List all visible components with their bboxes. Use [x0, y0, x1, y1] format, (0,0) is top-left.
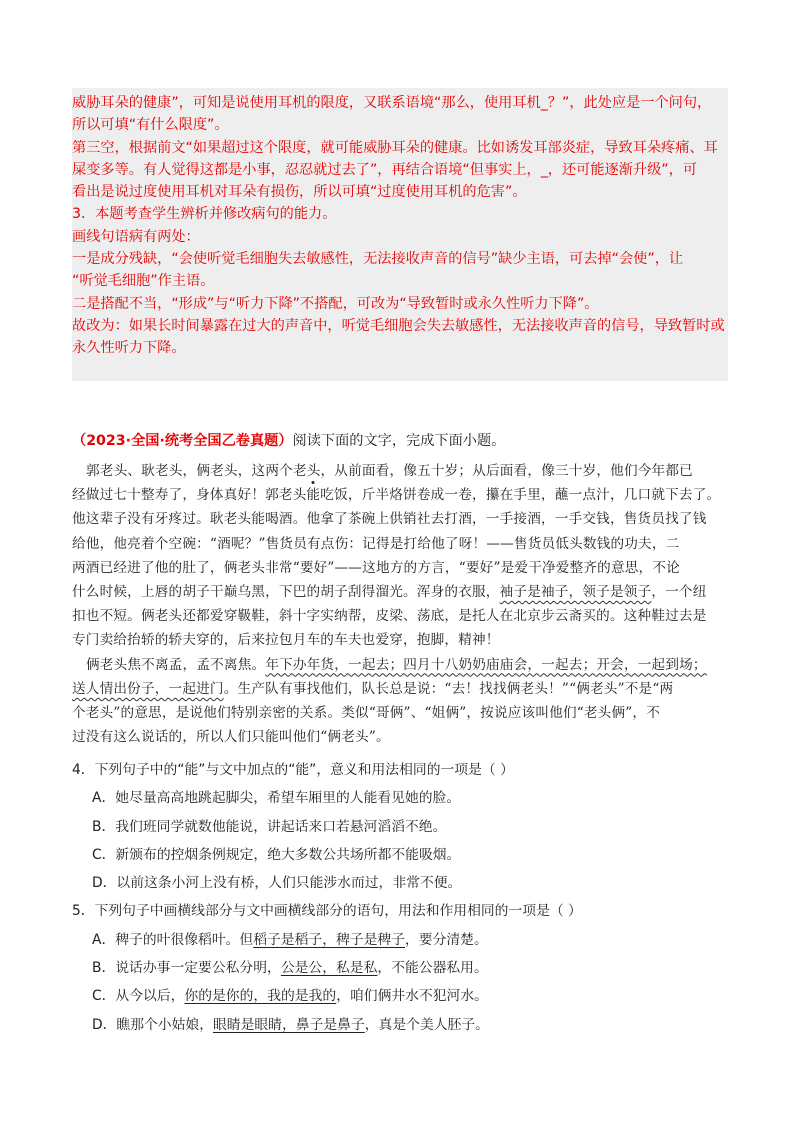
q4-stem: 4．下列句子中的“能”与文中加点的“能”，意义和用法相同的一项是（ ）	[72, 762, 514, 778]
passage-line: 给他，他亮着个空碗：“酒呢？”售货员有点伤：记得是打给他了呀！——售货员低头数钱的功夫，二	[72, 535, 680, 552]
q5-stem: 5．下列句子中画横线部分与文中画横线部分的语句，用法和作用相同的一项是（ ）	[72, 903, 582, 920]
passage-line	[72, 653, 732, 677]
answer-explanation-box	[72, 88, 728, 381]
answer-line: 二是搭配不当，“形成”与“听力下降”不搭配，可改为“导致暂时或永久性听力下降”。	[72, 295, 599, 312]
passage-text: 经做过七十整寿了，身体真好！郭老头	[72, 487, 307, 504]
passage-line: 他这辈子没有牙疼过。耿老头能喝酒。他拿了茶碗上供销社去打酒，一手接酒，一手交钱，售货员找了钱	[72, 511, 707, 528]
option-text: C．从今以后，	[92, 988, 185, 1005]
answer-line: 画线句语病有两处：	[72, 228, 200, 245]
dotted-character: 能	[307, 483, 321, 507]
answer-line: 永久性听力下降。	[72, 340, 186, 357]
passage-text: 。生产队有事找他们，队长总是说：“去！找找俩老头！”“俩老头”不是“两	[223, 680, 674, 697]
passage-text: 吃饭，斤半烙饼卷成一卷，攥在手里，蘸一点汁，几口就下去了。	[320, 487, 721, 504]
underlined-text: 你的是你的，我的是我的	[184, 988, 337, 1005]
q4-option-b: B．我们班同学就数他能说，讲起话来口若悬河滔滔不绝。	[92, 818, 447, 835]
option-text: D．瞧那个小姑娘，	[92, 1016, 213, 1033]
underlined-text: 稻子是稻子，稗子是稗子	[253, 931, 405, 948]
passage-line: 专门卖给抬轿的轿夫穿的，后来拉包月车的车夫也爱穿，抱脚，精神！	[72, 632, 500, 649]
q4-option-d: D．以前这条小河上没有桥，人们只能涉水而过，非常不便。	[92, 875, 462, 892]
option-text: B．说话办事一定要公私分明，	[92, 960, 281, 977]
option-text: ，咱们俩井水不犯河水。	[336, 988, 488, 1005]
answer-line: 3．本题考查学生辨析并修改病句的能力。	[72, 206, 337, 223]
passage-line: 两酒已经进了他的肚了，俩老头非常“要好”——这地方的方言，“要好”是爱干净爱整齐的意思，不论	[72, 559, 680, 576]
underlined-text: 公是公，私是私	[280, 960, 378, 977]
q5-option-d	[72, 1011, 732, 1039]
passage-text: ，一个纽	[651, 584, 707, 601]
answer-line: 故改为：如果长时间暴露在过大的声音中，听觉毛细胞会失去敏感性，无法接收声音的信号，导致暂时或	[72, 317, 725, 334]
sub-questions	[72, 756, 732, 1039]
answer-line: 威胁耳朵的健康”，可知是说使用耳机的限度，又联系语境“那么，使用耳机_？”，此处应是一个问句，	[72, 95, 712, 111]
underlined-text: 眼睛是眼睛，鼻子是鼻子	[213, 1016, 365, 1033]
option-text: A．稗子的叶很像稻叶。但	[92, 931, 254, 948]
passage-line: 个老头”的意思，是说他们特别亲密的关系。类似“哥俩”、“姐俩”，按说应该叫他们“老头俩”，不	[72, 705, 660, 722]
passage-line: 扣也不短。俩老头还都爱穿靸鞋，斜十字实纳帮，皮梁、荡底，是托人在北京步云斋买的。这种鞋过去是	[72, 608, 707, 625]
passage-text: 什么时候，上唇的胡子干巅乌黑，下巴的胡子刮得溜光。浑身的衣服，	[72, 584, 500, 601]
option-text: ，不能公器私用。	[377, 960, 488, 977]
reading-question-block	[72, 429, 732, 749]
wavy-underlined-text: 年下办年货，一起去；四月十八奶奶庙庙会，一起去；开会，一起到场；	[265, 656, 707, 673]
question-source: （2023·全国·统考全国乙卷真题）	[72, 433, 293, 449]
passage-line	[72, 580, 732, 604]
wavy-underlined-text: 袖子是袖子，领子是领子	[499, 584, 652, 601]
passage-text: 俩老头焦不离孟，孟不离焦。	[86, 656, 266, 673]
passage-line	[72, 677, 732, 701]
q5-option-c	[72, 982, 732, 1010]
q4-option-a: A．她尽量高高地跳起脚尖，希望车厢里的人能看见她的脸。	[92, 790, 461, 807]
passage-line	[72, 483, 732, 507]
q5-option-a	[72, 926, 732, 954]
answer-line: “听觉毛细胞”作主语。	[72, 273, 215, 290]
answer-line: 看出是说过度使用耳机对耳朵有损伤，所以可填“过度使用耳机的危害”。	[72, 184, 527, 201]
answer-line: 所以可填“有什么限度”。	[72, 117, 229, 134]
passage-line: 郭老头、耿老头，俩老头，这两个老头，从前面看，像五十岁；从后面看，像三十岁，他们今年都已	[86, 463, 693, 479]
option-text: ，要分清楚。	[404, 931, 488, 948]
answer-line: 屎变多等。有人觉得这都是小事，忍忍就过去了”，再结合语境“但事实上，_，还可能逐渐升级”，可	[72, 161, 698, 178]
q4-option-c: C．新颁布的控烟条例规定，绝大多数公共场所都不能吸烟。	[92, 846, 461, 863]
question-instruction: 阅读下面的文字，完成下面小题。	[292, 433, 506, 449]
answer-line: 一是成分残缺，“会使听觉毛细胞失去敏感性，无法接收声音的信号”缺少主语，可去掉“会使”，让	[72, 251, 684, 268]
question-header	[72, 429, 732, 453]
q5-option-b	[72, 954, 732, 982]
reading-passage	[72, 459, 732, 749]
option-text: ，真是个美人胚子。	[364, 1016, 489, 1033]
passage-line: 过没有这么说话的，所以人们只能叫他们“俩老头”。	[72, 729, 390, 746]
answer-line: 第三空，根据前文“如果超过这个限度，就可能威胁耳朵的健康。比如诱发耳部炎症，导致耳朵疼痛、耳	[72, 139, 718, 156]
wavy-underlined-text: 送人情出份子，一起进门	[72, 680, 224, 697]
